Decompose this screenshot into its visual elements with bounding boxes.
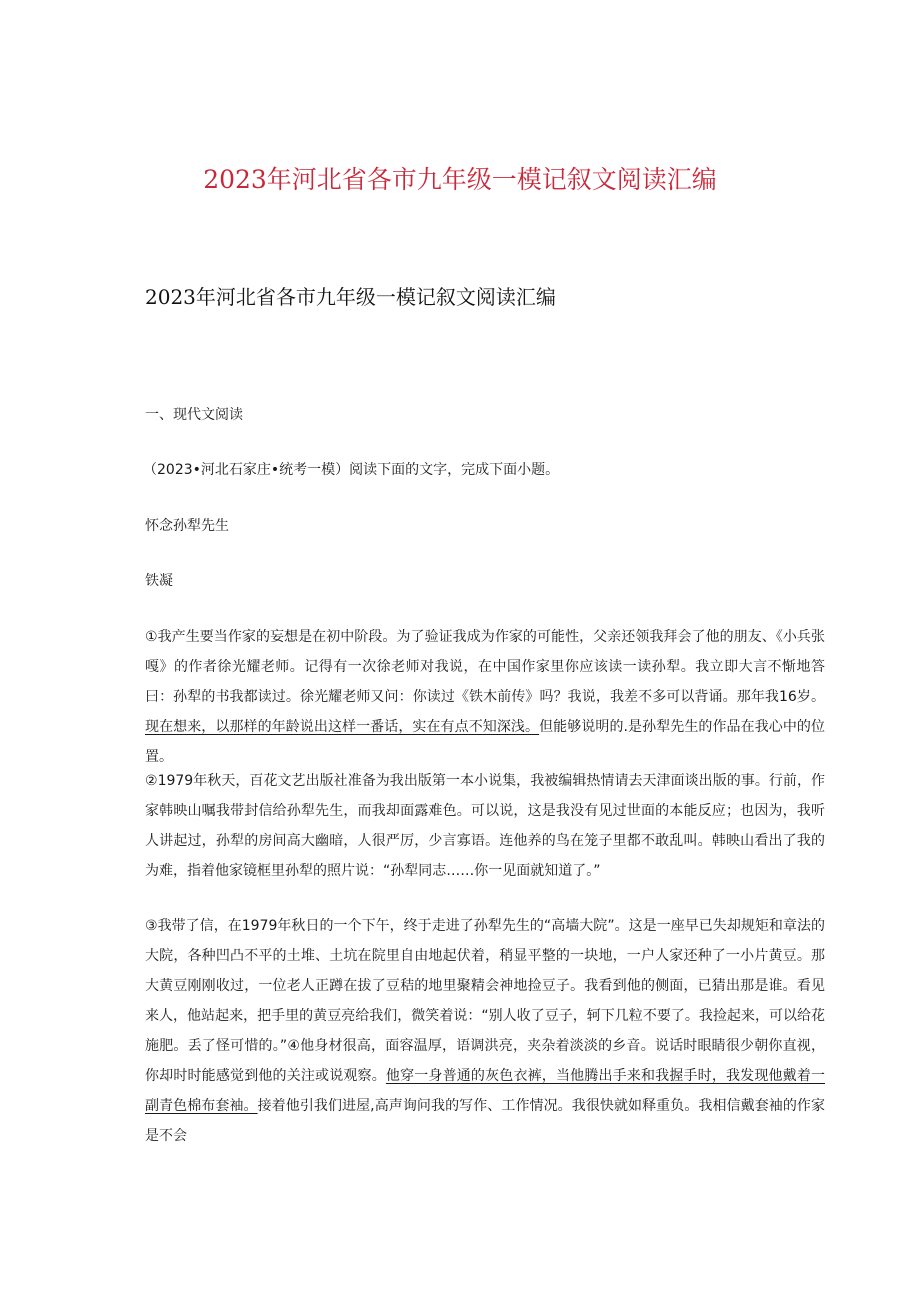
paragraph-3 [145, 911, 825, 1151]
article-author: 铁凝 [145, 573, 173, 589]
article-title: 怀念孙犁先生 [145, 518, 229, 534]
paragraph-3-underlined: 他穿一身普通的灰色衣裤，当他腾出手来和我握手时，我发现他戴着一副青色棉布套袖。 [145, 1068, 826, 1114]
paragraph-1-text: ①我产生要当作家的妄想是在初中阶段。为了验证我成为作家的可能性，父亲还领我拜会了他的朋友、《小兵张嘎》的作者徐光耀老师。记得有一次徐老师对我说，在中国作家里你应该读一读孙犁。我立即大言不惭地答曰：孙犁的书我都读过。徐光耀老师又问：你读过《铁木前传》吗？我说，我差不多可以背诵。那年我16岁。 [145, 629, 825, 705]
question-instruction: （2023•河北石家庄•统考一模）阅读下面的文字，完成下面小题。 [143, 462, 560, 478]
paragraph-3-tail: 接着他引我们进屋,高声询问我的写作、工作情况。我很快就如释重负。我相信戴套袖的作家是不会 [145, 1098, 825, 1144]
paragraph-1 [145, 622, 825, 772]
paragraph-1-underlined: 现在想来，以那样的年龄说出这样一番话，实在有点不知深浅。 [145, 719, 540, 735]
paragraph-2: ②1979年秋天，百花文艺出版社准备为我出版第一本小说集，我被编辑热情请去天津面谈出版的事。行前，作家韩映山嘱我带封信给孙犁先生，而我却面露难色。可以说，这是我没有见过世面的本能反应；也因为，我听人讲起过，孙犁的房间高大幽暗，人很严厉，少言寡语。连他养的鸟在笼子里都不敢乱叫。韩映山看出了我的为难，指着他家镜框里孙犁的照片说：“孙犁同志……你一见面就知道了。” [145, 773, 825, 879]
paragraph-3-text: ③我带了信，在1979年秋日的一个下午，终于走进了孙犁先生的“高墙大院”。这是一座早已失却规矩和章法的大院，各种凹凸不平的土堆、土坑在院里自由地起伏着，稍显平整的一块地，一户人家还种了一小片黄豆。那大黄豆刚刚收过，一位老人正蹲在拔了豆秸的地里聚精会神地捡豆子。我看到他的侧面，已猜出那是谁。看见来人，他站起来，把手里的黄豆亮给我们，微笑着说：“别人收了豆子，轲下几粒不要了。我捡起来，可以给花施肥。丢了怪可惜的。”④他身材很高，面容温厚，语调洪亮，夹杂着淡淡的乡音。说话时眼睛很少朝你直视，你却时时能感觉到他的关注或说观察。 [145, 918, 825, 1084]
section-heading: 一、现代文阅读 [145, 407, 243, 423]
sub-title: 2023年河北省各市九年级一模记叙文阅读汇编 [145, 285, 556, 309]
paragraph-1-tail: 但能够说明的.是孙犁先生的作品在我心中的位置。 [145, 719, 826, 765]
main-title: 2023年河北省各市九年级一模记叙文阅读汇编 [203, 165, 717, 194]
